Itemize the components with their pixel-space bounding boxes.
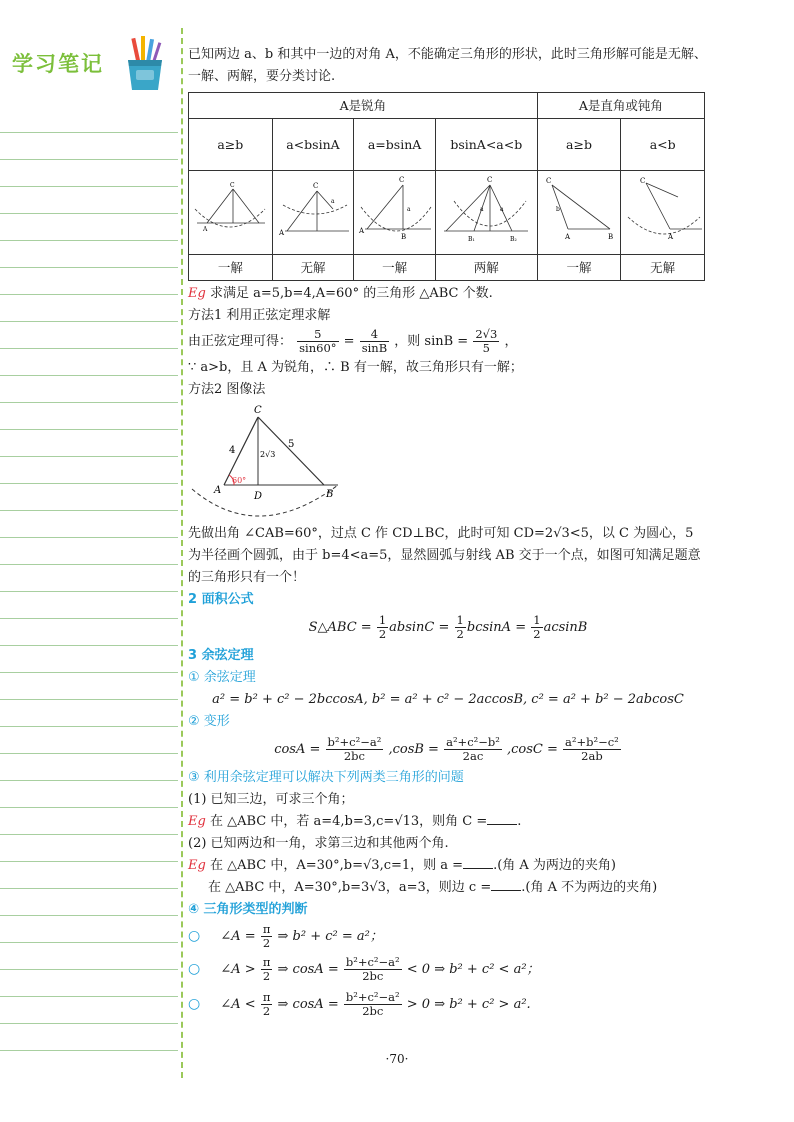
svg-text:C: C	[545, 177, 552, 185]
note-line	[0, 834, 178, 835]
notes-sidebar	[0, 0, 180, 1122]
example-text: 在 △ABC 中，A=30°,b=3√3，a=3，则边 c =	[208, 880, 492, 895]
fraction	[326, 736, 384, 763]
fraction	[261, 991, 273, 1018]
diagram-cell	[435, 171, 537, 255]
note-line	[0, 1023, 178, 1024]
denominator: sinB	[361, 341, 388, 355]
formula-text: ∠A <	[220, 997, 256, 1012]
formula-text: absinC =	[389, 620, 450, 635]
cosine-law: a² = b² + c² − 2bccosA, b² = a² + c² − 2accosB, c² = a² + b² − 2abcosC	[212, 692, 684, 707]
example-1	[188, 283, 708, 305]
label-d: D	[254, 491, 263, 502]
case-diagram	[189, 171, 271, 247]
eg-tag: Eg	[188, 858, 206, 873]
note-line	[0, 969, 178, 970]
note-line	[0, 645, 178, 646]
method-1-formula: 由正弦定理可得： $\frac{5}{\sin 60^\circ}$ = $\frac{4}{\sin B}$ ，则 sinB = $\frac{2√3}{5}$ ，	[188, 327, 518, 355]
note-line	[0, 348, 178, 349]
svg-text:B: B	[400, 233, 406, 241]
note-line	[0, 807, 178, 808]
denominator: sin60°	[299, 341, 337, 355]
fraction	[344, 956, 402, 983]
example-text: .(角 A 不为两边的夹角)	[521, 880, 658, 895]
rule-right-angle	[188, 921, 708, 952]
denominator: 2bc	[362, 969, 384, 983]
cond-cell: bsinA<a<b	[435, 119, 537, 171]
cond-cell: a=bsinA	[354, 119, 436, 171]
example-3	[188, 855, 708, 877]
svg-text:C: C	[312, 182, 319, 190]
note-line	[0, 375, 178, 376]
note-line	[0, 618, 178, 619]
denominator: 2	[262, 969, 271, 983]
denominator: 2bc	[362, 1004, 384, 1018]
note-line	[0, 699, 178, 700]
note-line	[0, 186, 178, 187]
note-line	[0, 402, 178, 403]
fraction	[444, 736, 502, 763]
method-2-title: 方法2 图像法	[188, 382, 266, 397]
pencil-cup-icon	[122, 36, 168, 94]
result-cell: 无解	[621, 255, 705, 281]
example-4	[188, 877, 708, 899]
header-acute: A是锐角	[189, 93, 538, 119]
formula-text: bcsinA =	[466, 620, 527, 635]
result-cell: 一解	[189, 255, 273, 281]
numerator: b²+c²−a²	[327, 735, 382, 749]
case-diagram	[355, 171, 435, 247]
svg-text:A: A	[667, 233, 673, 241]
numerator: 2√3	[475, 327, 498, 341]
label-side-b: 4	[229, 445, 236, 456]
fraction	[531, 614, 542, 641]
result-cell: 一解	[537, 255, 621, 281]
formula-text: ⇒ b² + c² = a²；	[277, 929, 383, 944]
note-line	[0, 132, 178, 133]
note-line	[0, 780, 178, 781]
diagram-cell	[189, 171, 273, 255]
denominator: 2	[533, 627, 541, 641]
denominator: 2ac	[462, 749, 484, 763]
note-line	[0, 564, 178, 565]
label-c: C	[254, 405, 262, 416]
label-side-a: 5	[288, 439, 295, 450]
numerator: b²+c²−a²	[345, 955, 400, 969]
main-content	[188, 44, 708, 1022]
svg-text:C: C	[230, 182, 235, 189]
note-line	[0, 510, 178, 511]
example-text: 在 △ABC 中，A=30°,b=√3,c=1，则 a =	[209, 858, 464, 873]
denominator: 2	[262, 1004, 271, 1018]
result-cell: 一解	[354, 255, 436, 281]
answer-blank	[491, 878, 521, 891]
svg-text:a: a	[500, 206, 504, 213]
result-cell: 两解	[435, 255, 537, 281]
formula-text: S△ABC =	[308, 620, 372, 635]
svg-text:A: A	[203, 226, 208, 233]
fraction	[563, 736, 621, 763]
numerator: a²+c²−b²	[446, 735, 500, 749]
fraction	[455, 614, 466, 641]
solution-cases-table	[188, 92, 705, 281]
fraction	[344, 991, 402, 1018]
label-height: 2√3	[260, 450, 276, 459]
bullet-icon: ○	[188, 996, 201, 1012]
note-line	[0, 996, 178, 997]
cond-cell: a≥b	[189, 119, 273, 171]
example-text: 在 △ABC 中，若 a=4,b=3,c=√13，则角 C =	[209, 814, 488, 829]
eg-tag: Eg	[188, 286, 206, 301]
cosine-variants	[188, 733, 708, 767]
rule-acute-angle	[188, 987, 708, 1022]
note-line	[0, 321, 178, 322]
case-1: (1) 已知三边，可求三个角；	[188, 792, 354, 807]
example-text: .(角 A 为两边的夹角)	[493, 858, 616, 873]
svg-text:C: C	[487, 176, 493, 184]
method-1-title: 方法1 利用正弦定理求解	[188, 308, 331, 323]
intro-text: 已知两边 a、b 和其中一边的对角 A，不能确定三角形的形状，此时三角形解可能是无解、一解、两解，要分类讨论.	[188, 47, 707, 84]
numerator: π	[262, 922, 271, 936]
page-number: ·70·	[385, 1052, 409, 1066]
answer-blank	[487, 812, 517, 825]
note-line	[0, 159, 178, 160]
svg-text:A: A	[564, 233, 571, 241]
svg-text:a: a	[330, 198, 335, 205]
section-2-title: 2 面积公式	[188, 592, 254, 607]
example-text: .	[517, 814, 522, 829]
note-line	[0, 672, 178, 673]
numerator: π	[262, 955, 271, 969]
note-line	[0, 591, 178, 592]
section-4-title: ④ 三角形类型的判断	[188, 902, 308, 917]
eg-tag: Eg	[188, 814, 206, 829]
diagram-cell	[621, 171, 705, 255]
sidebar-title: 学习笔记	[12, 52, 104, 76]
note-line	[0, 294, 178, 295]
formula-text: < 0 ⇒ b² + c² < a²；	[406, 962, 540, 977]
svg-text:a: a	[406, 206, 411, 213]
label-angle: 60°	[232, 476, 247, 485]
note-line	[0, 429, 178, 430]
note-line	[0, 861, 178, 862]
formula-text: ⇒ cosA =	[277, 997, 339, 1012]
svg-text:a: a	[480, 206, 484, 213]
numerator: π	[262, 990, 271, 1004]
numerator: b²+c²−a²	[345, 990, 400, 1004]
svg-text:B: B	[607, 233, 614, 241]
svg-text:A: A	[358, 227, 364, 235]
fraction	[473, 328, 499, 355]
subsection-title: ② 变形	[188, 714, 230, 729]
case-diagram	[440, 171, 532, 247]
triangle-figure	[188, 403, 358, 521]
case-2: (2) 已知两边和一角，求第三边和其他两个角.	[188, 836, 449, 851]
svg-text:B₁: B₁	[468, 236, 476, 243]
case-diagram	[273, 171, 353, 247]
formula-text: ，则 sinB =	[394, 334, 469, 349]
method-2-explanation: 先做出角 ∠CAB=60°，过点 C 作 CD⊥BC，此时可知 CD=2√3<5，以 C 为圆心，5 为半径画个圆弧，由于 b=4<a=5，显然圆弧与射线 AB 交于一个点，如图可知满足题意的三角形只有一个！	[188, 526, 701, 585]
diagram-cell	[537, 171, 621, 255]
rule-obtuse-angle	[188, 952, 708, 987]
bullet-icon: ○	[188, 961, 201, 977]
svg-text:C: C	[639, 177, 646, 185]
denominator: 2bc	[343, 749, 365, 763]
section-3-title: 3 余弦定理	[188, 648, 254, 663]
diagram-cell	[272, 171, 354, 255]
note-line	[0, 1050, 178, 1051]
note-line	[0, 240, 178, 241]
margin-divider	[181, 28, 183, 1078]
subsection-title: ① 余弦定理	[188, 670, 256, 685]
note-line	[0, 267, 178, 268]
denominator: 2	[456, 627, 464, 641]
svg-text:B₂: B₂	[510, 236, 518, 243]
denominator: 2	[262, 936, 271, 950]
formula-text: ,cosC =	[507, 742, 558, 757]
cond-cell: a≥b	[537, 119, 621, 171]
note-line	[0, 888, 178, 889]
numerator: 1	[378, 613, 387, 627]
diagram-cell	[354, 171, 436, 255]
numerator: a²+b²−c²	[565, 735, 619, 749]
fraction	[261, 956, 273, 983]
numerator: 1	[456, 613, 464, 627]
formula-text: ⇒ cosA =	[277, 962, 339, 977]
header-obtuse: A是直角或钝角	[537, 93, 704, 119]
note-line	[0, 753, 178, 754]
formula-text: ,cosB =	[388, 742, 439, 757]
answer-blank	[463, 856, 493, 869]
example-text: 求满足 a=5,b=4,A=60° 的三角形 △ABC 个数.	[209, 286, 493, 301]
example-2	[188, 811, 708, 833]
note-line	[0, 213, 178, 214]
case-diagram	[538, 171, 620, 247]
subsection-title: ③ 利用余弦定理可以解决下列两类三角形的问题	[188, 770, 464, 785]
note-line	[0, 456, 178, 457]
formula-text: 由正弦定理可得：	[188, 334, 293, 349]
denominator: 2	[378, 627, 387, 641]
method-1-conclusion: ∵ a>b，且 A 为锐角，∴ B 有一解，故三角形只有一解；	[188, 360, 523, 375]
cond-cell: a<b	[621, 119, 705, 171]
result-cell: 无解	[272, 255, 354, 281]
label-a: A	[214, 485, 222, 496]
note-line	[0, 726, 178, 727]
denominator: 5	[482, 341, 490, 355]
formula-text: ∠A =	[220, 929, 256, 944]
formula-text: > 0 ⇒ b² + c² > a².	[406, 997, 531, 1012]
area-formula	[188, 611, 708, 645]
svg-text:A: A	[278, 229, 285, 237]
formula-text: acsinB	[543, 620, 588, 635]
cond-cell: a<bsinA	[272, 119, 354, 171]
numerator: 4	[360, 328, 389, 342]
fraction	[261, 923, 273, 950]
label-b: B	[326, 489, 334, 500]
formula-text: ∠A >	[220, 962, 256, 977]
note-line	[0, 942, 178, 943]
note-line	[0, 915, 178, 916]
fraction	[360, 328, 389, 355]
fraction	[377, 614, 388, 641]
formula-text: cosA =	[274, 742, 321, 757]
svg-text:b: b	[555, 206, 560, 213]
svg-text:C: C	[398, 176, 404, 184]
case-diagram	[622, 171, 704, 247]
denominator: 2ab	[581, 749, 603, 763]
numerator: 5	[297, 328, 338, 342]
note-line	[0, 537, 178, 538]
fraction	[297, 328, 338, 355]
note-line	[0, 483, 178, 484]
formula-text: ，	[504, 334, 518, 349]
numerator: 1	[533, 613, 541, 627]
bullet-icon: ○	[188, 928, 201, 944]
